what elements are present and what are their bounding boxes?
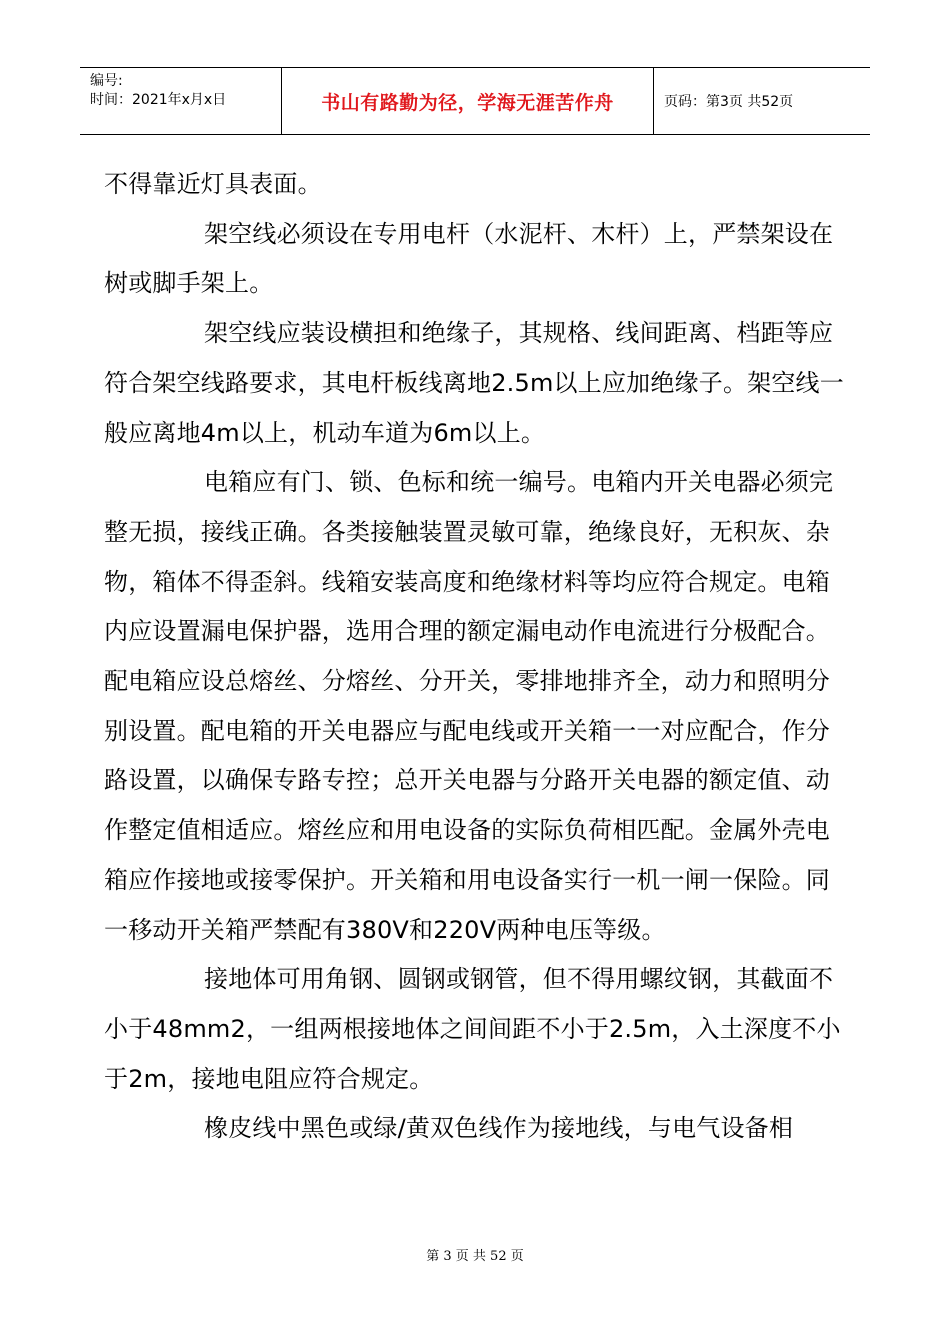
document-date: 时间：2021年x月x日	[90, 92, 227, 108]
paragraph: 橡皮线中黑色或绿/黄双色线作为接地线，与电气设备相	[204, 1114, 794, 1143]
page-footer: 第 3 页 共 52 页	[426, 1249, 524, 1264]
header-meta-cell	[80, 68, 282, 134]
document-number-label: 编号:	[90, 73, 123, 89]
header-page-cell	[654, 68, 870, 134]
header-motto: 书山有路勤为径，学海无涯苦作舟	[321, 91, 614, 114]
paragraph: 电箱应有门、锁、色标和统一编号。电箱内开关电器必须完整无损，接线正确。各类接触装置灵敏可靠，绝缘良好，无积灰、杂物，箱体不得歪斜。线箱安装高度和绝缘材料等均应符合规定。电箱内应设置漏电保护器，选用合理的额定漏电动作电流进行分极配合。配电箱应设总熔丝、分熔丝、分开关，零排地排齐全，动力和照明分别设置。配电箱的开关电器应与配电线或开关箱一一对应配合，作分路设置，以确保专路专控；总开关电器与分路开关电器的额定值、动作整定值相适应。熔丝应和用电设备的实际负荷相匹配。金属外壳电箱应作接地或接零保护。开关箱和用电设备实行一机一闸一保险。同一移动开关箱严禁配有380V和220V两种电压等级。	[104, 468, 834, 944]
paragraph: 架空线应装设横担和绝缘子，其规格、线间距离、档距等应符合架空线路要求，其电杆板线离地2.5m以上应加绝缘子。架空线一般应离地4m以上，机动车道为6m以上。	[104, 319, 844, 447]
paragraph: 不得靠近灯具表面。	[104, 170, 322, 198]
paragraph: 接地体可用角钢、圆钢或钢管，但不得用螺纹钢，其截面不小于48mm2，一组两根接地体之间间距不小于2.5m，入土深度不小于2m，接地电阻应符合规定。	[104, 965, 841, 1093]
header-page-info: 页码：第3页 共52页	[664, 94, 794, 110]
paragraph: 架空线必须设在专用电杆（水泥杆、木杆）上，严禁架设在树或脚手架上。	[104, 219, 834, 298]
document-header	[80, 67, 870, 135]
header-motto-cell	[282, 68, 654, 134]
document-body	[104, 160, 850, 1154]
